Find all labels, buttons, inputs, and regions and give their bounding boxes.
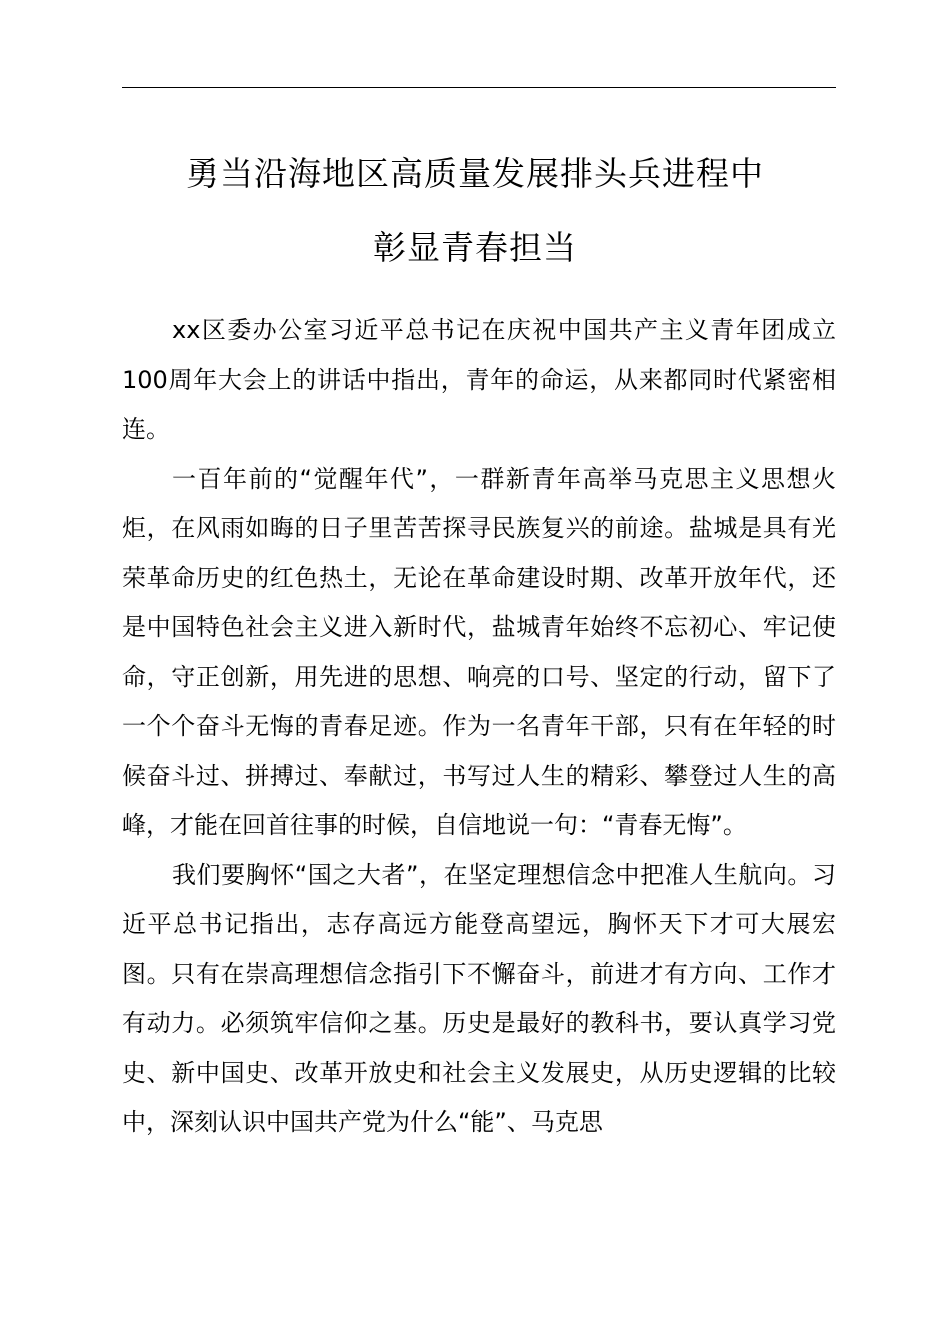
header-rule <box>122 87 836 88</box>
document-title-line-1: 勇当沿海地区高质量发展排头兵进程中 <box>186 154 764 193</box>
paragraph-1: xx区委办公室习近平总书记在庆祝中国共产主义青年团成立100周年大会上的讲话中指出，青年的命运，从来都同时代紧密相连。 <box>122 316 836 443</box>
paragraph-2: 一百年前的“觉醒年代”，一群新青年高举马克思主义思想火炬，在风雨如晦的日子里苦苦探寻民族复兴的前途。盐城是具有光荣革命历史的红色热土，无论在革命建设时期、改革开放年代，还是中国特色社会主义进入新时代，盐城青年始终不忘初心、牢记使命，守正创新，用先进的思想、响亮的口号、坚定的行动，留下了一个个奋斗无悔的青春足迹。作为一名青年干部，只有在年轻的时候奋斗过、拼搏过、奉献过，书写过人生的精彩、攀登过人生的高峰，才能在回首往事的时候，自信地说一句：“青春无悔”。 <box>122 464 836 839</box>
paragraph-3: 我们要胸怀“国之大者”，在坚定理想信念中把准人生航向。习近平总书记指出，志存高远方能登高望远，胸怀天下才可大展宏图。只有在崇高理想信念指引下不懈奋斗，前进才有方向、工作才有动力。必须筑牢信仰之基。历史是最好的教科书，要认真学习党史、新中国史、改革开放史和社会主义发展史，从历史逻辑的比较中，深刻认识中国共产党为什么“能”、马克思 <box>122 860 836 1136</box>
document-body <box>122 306 836 1148</box>
document-title-line-2: 彰显青春担当 <box>373 228 577 267</box>
